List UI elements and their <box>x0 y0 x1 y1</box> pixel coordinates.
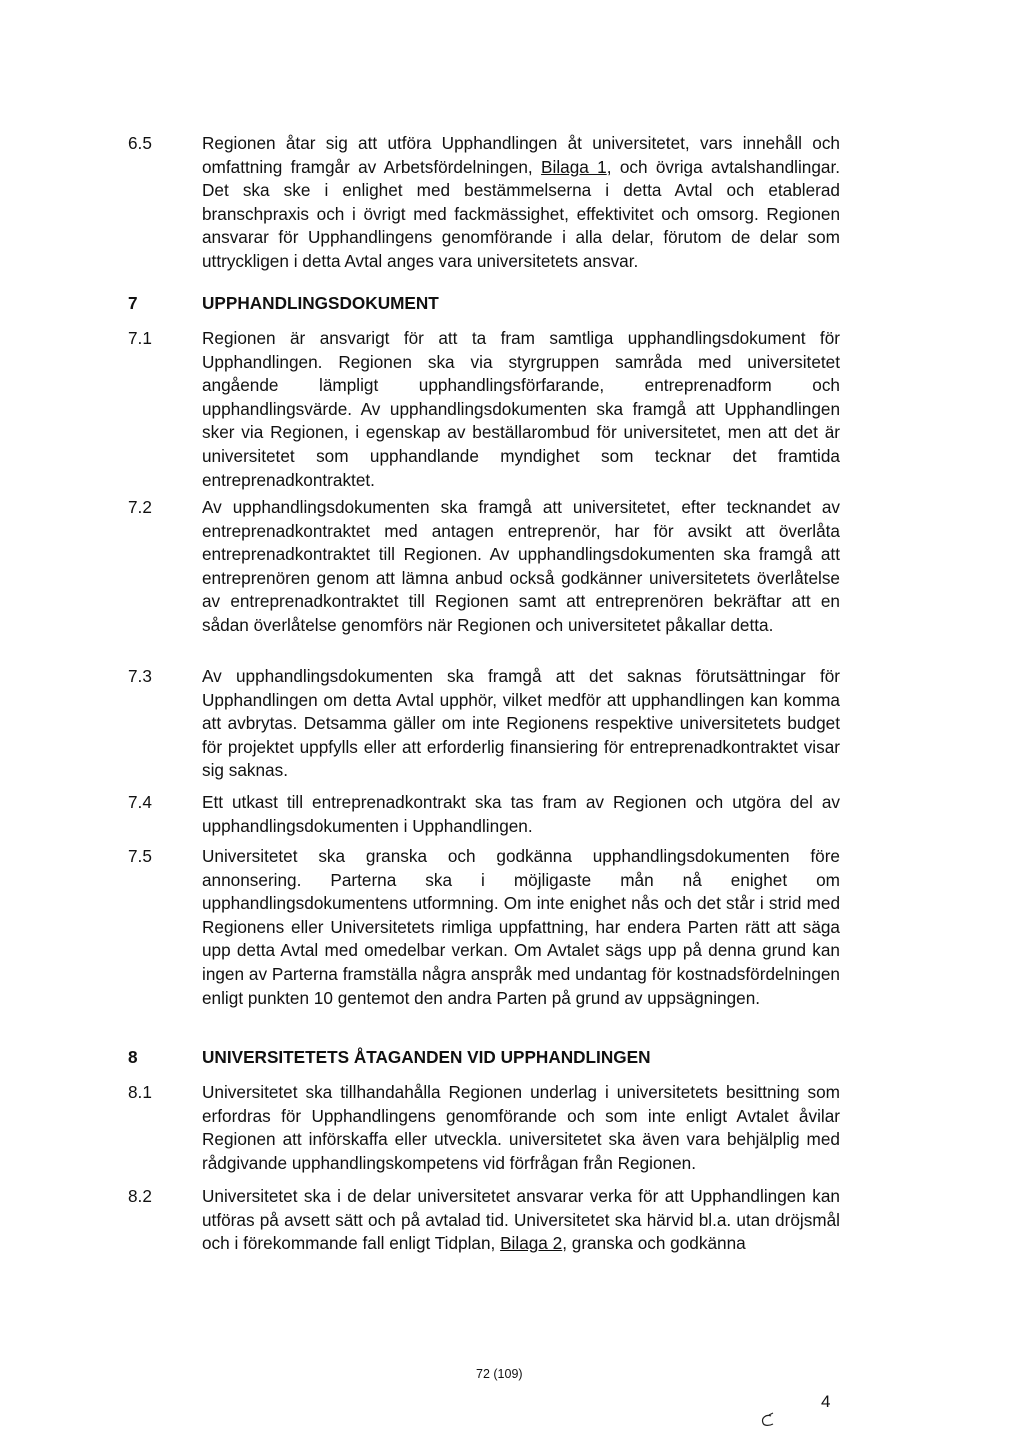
section-text: Regionen är ansvarigt för att ta fram samtliga upphandlingsdokument för Upphandlingen. Regionen ska via styrgruppen samråda med universitetet angående lämpligt upphandlingsförfarande, entreprenadform och upphandlingsvärde. Av upphandlingsdokumenten ska framgå att Upphandlingen sker via Regionen, i egenskap av beställarombud för universitetet, men att det är universitetet som upphandlande myndighet som tecknar det framtida entreprenadkontraktet. <box>202 328 840 490</box>
section-number: 7.3 <box>128 666 152 686</box>
heading-8 <box>128 1046 840 1070</box>
page-number-footer: 72 (109) <box>476 1367 523 1381</box>
section-text: Regionen åtar sig att utföra Upphandlingen åt universitetet, vars innehåll och omfattning framgår av Arbetsfördelningen, Bilaga 1, och övriga avtalshandlingar. Det ska ske i enlighet med bestämmelserna i detta Avtal och etablerad branschpraxis och i övrigt med fackmässighet, effektivitet och omsorg. Regionen ansvarar för Upphandlingens genomförande i alla delar, förutom de delar som uttryckligen i detta Avtal anges vara universitetets ansvar. <box>202 133 840 271</box>
section-8-2 <box>128 1185 840 1256</box>
section-number: 8.2 <box>128 1186 152 1206</box>
section-text: Av upphandlingsdokumenten ska framgå att universitetet, efter tecknandet av entreprenadkontraktet med antagen entreprenör, har för avsikt att överlåta entreprenadkontraktet till Regionen. Av upphandlingsdokumenten ska framgå att entreprenören genom att lämna anbud också godkänner universitetets överlåtelse av entreprenadkontraktet till Regionen samt att entreprenören bekräftar att en sådan överlåtelse genomförs när Regionen och universitetet påkallar detta. <box>202 497 840 635</box>
section-text: Ett utkast till entreprenadkontrakt ska tas fram av Regionen och utgöra del av upphandlingsdokumenten i Upphandlingen. <box>202 792 840 836</box>
bilaga-1-link: Bilaga 1 <box>541 156 607 177</box>
section-7-3 <box>128 665 840 783</box>
bilaga-2-link: Bilaga 2 <box>500 1233 563 1254</box>
section-number: 8.1 <box>128 1082 152 1102</box>
section-text: Universitetet ska tillhandahålla Regionen underlag i universitetets besittning som erfordras för Upphandlingens genomförande och som inte enligt Avtalet åvilar Regionen att införskaffa eller utveckla. universitetet ska även vara behjälplig med rådgivande upphandlingskompetens vid förfrågan från Regionen. <box>202 1082 840 1173</box>
section-number: 6.5 <box>128 133 152 153</box>
section-7-1 <box>128 327 840 492</box>
section-text: Universitetet ska granska och godkänna upphandlingsdokumenten före annonsering. Parterna ska i möjligaste mån nå enighet om upphandlingsdokumentens utformning. Om inte enighet nås och det står i strid med Regionens eller Universitetets rimliga uppfattning, har endera Parten rätt att säga upp detta Avtal med omedelbar verkan. Om Avtalet sägs upp på denna grund kan ingen av Parterna framställa några anspråk med undantag för kostnadsfördelningen enligt punkten 10 gentemot den andra Parten på grund av uppsägningen. <box>202 846 840 1008</box>
section-number: 7.5 <box>128 846 152 866</box>
heading-title: UNIVERSITETETS ÅTAGANDEN VID UPPHANDLINGEN <box>202 1047 651 1067</box>
section-7-2 <box>128 496 840 638</box>
section-text: Av upphandlingsdokumenten ska framgå att det saknas förutsättningar för Upphandlingen om detta Avtal upphör, vilket medför att upphandlingen kan komma att avbrytas. Detsamma gäller om inte Regionens respektive universitetets budget för projektet uppfylls eller att erforderlig finansiering för entreprenadkontraktet visar sig saknas. <box>202 666 840 781</box>
heading-number: 7 <box>128 293 138 313</box>
section-8-1 <box>128 1081 840 1175</box>
section-text: Universitetet ska i de delar universitetet ansvarar verka för att Upphandlingen kan utföras på avsett sätt och på avtalad tid. Universitetet ska härvid bl.a. utan dröjsmål och i förekommande fall enligt Tidplan, Bilaga 2, granska och godkänna <box>202 1186 840 1254</box>
heading-number: 8 <box>128 1047 138 1067</box>
heading-title: UPPHANDLINGSDOKUMENT <box>202 293 439 313</box>
section-number: 7.1 <box>128 328 152 348</box>
corner-number: 4 <box>821 1392 831 1411</box>
section-7-4 <box>128 791 840 838</box>
section-number: 7.2 <box>128 497 152 517</box>
heading-7 <box>128 292 840 316</box>
section-6-5 <box>128 132 840 274</box>
section-number: 7.4 <box>128 792 152 812</box>
section-7-5 <box>128 845 840 1010</box>
handwritten-mark-icon <box>757 1412 777 1430</box>
